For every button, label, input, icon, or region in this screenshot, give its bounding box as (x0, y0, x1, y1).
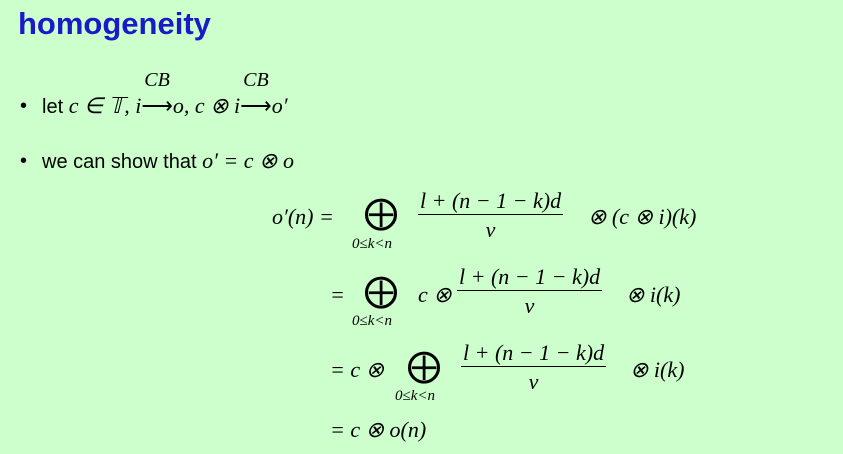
math-c-in-t: c ∈ 𝕋, i (68, 93, 142, 118)
eq3-den: v (528, 369, 539, 394)
math-after: o, c ⊗ i (172, 93, 241, 118)
eq2-lhs: = (330, 282, 345, 307)
bullet-text: let (42, 96, 64, 118)
eq1-rest: ⊗ (c ⊗ i)(k) (588, 204, 697, 229)
eq2-num: l + (n − 1 − k)d (459, 264, 601, 289)
eq1-oplus: ⨁ (364, 193, 398, 233)
arrow-label-2: CB (243, 69, 269, 91)
eq2-rest: ⊗ i(k) (626, 282, 681, 307)
bullet-show (42, 148, 294, 174)
bullet-let (42, 69, 288, 119)
bullet-marker: • (20, 95, 28, 117)
eq1-sub: 0≤k<n (352, 236, 393, 252)
eq3-sub: 0≤k<n (395, 388, 436, 404)
eq3-num: l + (n − 1 − k)d (463, 340, 605, 365)
math-after-2: o′ (271, 93, 288, 118)
arrow-label: CB (144, 69, 170, 91)
slide-title: homogeneity (18, 6, 211, 41)
eq3-oplus: ⨁ (407, 346, 441, 386)
eq2-den: v (524, 293, 535, 318)
eq2-sub: 0≤k<n (352, 313, 393, 329)
arrow-cb: CB ⟶ (141, 69, 173, 118)
eq4-lhs: = c ⊗ o(n) (330, 417, 427, 442)
eq3-rest: ⊗ i(k) (630, 357, 685, 382)
eq2-frac (457, 264, 602, 319)
eq1-num: l + (n − 1 − k)d (420, 188, 562, 213)
eq1-den: v (485, 217, 496, 242)
bullet-text: we can show that (42, 151, 197, 173)
eq2-oplus: ⨁ (364, 271, 398, 311)
eq2-pre: c ⊗ (418, 282, 452, 307)
eq1-lhs: o′(n) = (272, 204, 334, 229)
eq3-lhs: = c ⊗ (330, 357, 385, 382)
arrow-cb-2: CB ⟶ (240, 69, 272, 118)
eq3-frac (461, 340, 606, 395)
bullet-marker: • (20, 150, 28, 172)
eq1-frac (418, 188, 563, 243)
math-o-prime: o′ = c ⊗ o (202, 148, 294, 173)
